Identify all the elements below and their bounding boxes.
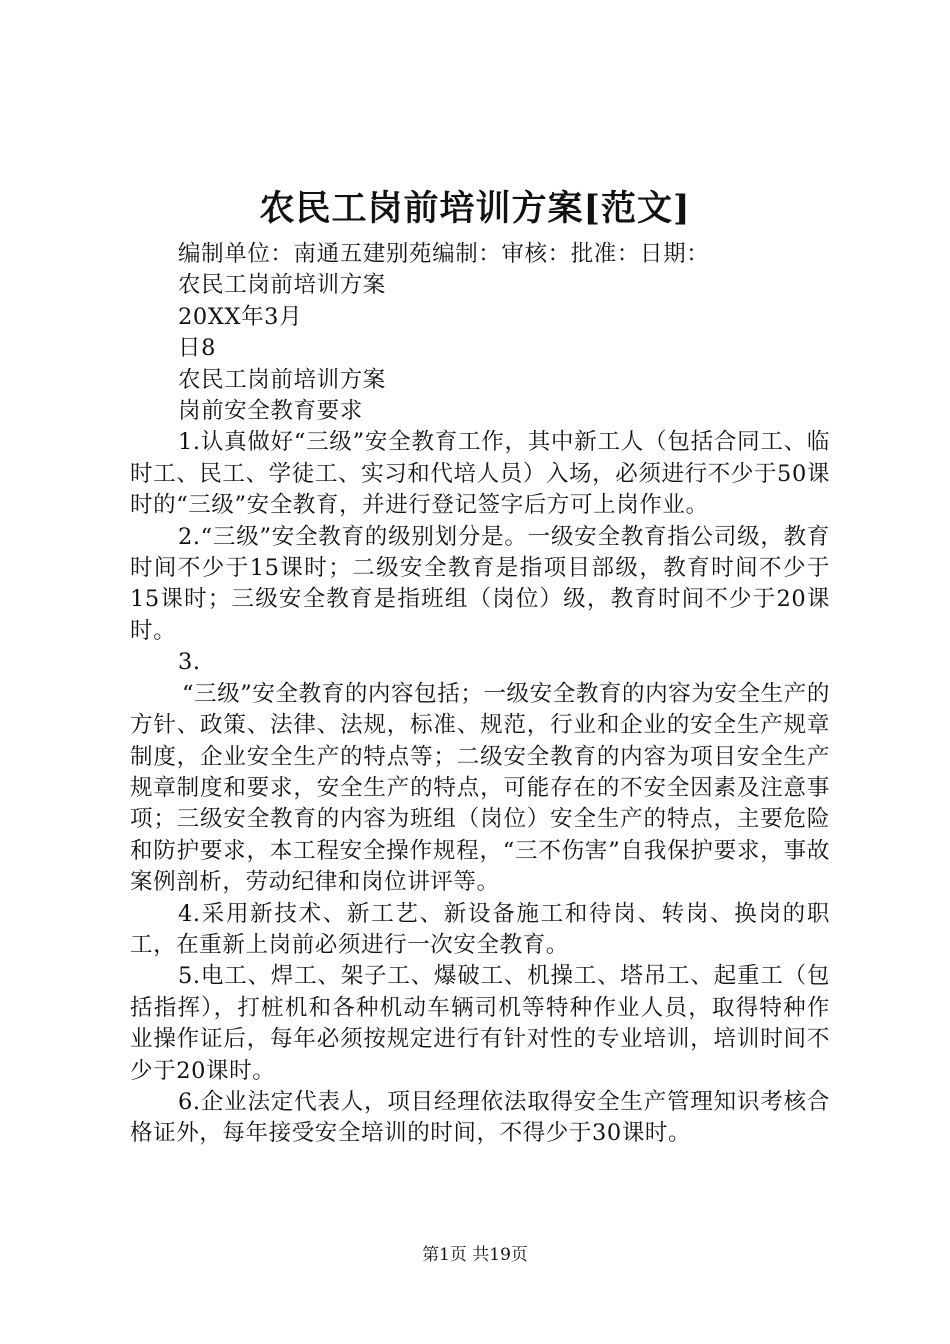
- header-line-day: 日8: [178, 335, 217, 362]
- paragraph-5: 5.电工、焊工、架子工、爆破工、机操工、塔吊工、起重工（包括指挥），打桩机和各种机动车辆司机等特种作业人员，取得特种作业操作证后，每年必须按规定进行有针对性的专业培训，培训时间不少于20课时。: [130, 963, 830, 1084]
- paragraph-3: “三级”安全教育的内容包括；一级安全教育的内容为安全生产的方针、政策、法律、法规，标准、规范，行业和企业的安全生产规章制度，企业安全生产的特点等；二级安全教育的内容为项目安全生产规章制度和要求，安全生产的特点，可能存在的不安全因素及注意事项；三级安全教育的内容为班组（岗位）安全生产的特点，主要危险和防护要求，本工程安全操作规程，“三不伤害”自我保护要求，事故案例剖析，劳动纪律和岗位讲评等。: [130, 680, 830, 896]
- header-line-plan-title: 农民工岗前培训方案: [178, 272, 386, 299]
- header-line-date: 20XX年3月: [178, 303, 303, 330]
- paragraph-3-number: 3.: [178, 649, 201, 676]
- document-title: 农民工岗前培训方案[范文]: [259, 188, 691, 229]
- paragraph-6: 6.企业法定代表人，项目经理依法取得安全生产管理知识考核合格证外，每年接受安全培训的时间，不得少于30课时。: [130, 1088, 830, 1147]
- paragraph-1: 1.认真做好“三级”安全教育工作，其中新工人（包括合同工、临时工、民工、学徒工、实习和代培人员）入场，必须进行不少于50课时的“三级”安全教育，并进行登记签字后方可上岗作业。: [130, 429, 830, 519]
- paragraph-4: 4.采用新技术、新工艺、新设备施工和待岗、转岗、换岗的职工，在重新上岗前必须进行一次安全教育。: [130, 900, 830, 958]
- header-line-plan-title-repeat: 农民工岗前培训方案: [178, 366, 386, 393]
- paragraph-2: 2.“三级”安全教育的级别划分是。一级安全教育指公司级，教育时间不少于15课时；二级安全教育是指项目部级，教育时间不少于15课时；三级安全教育是指班组（岗位）级，教育时间不少于20课时。: [130, 523, 830, 644]
- header-line-unit: 编制单位：南通五建别苑编制：审核：批准：日期：: [178, 241, 710, 267]
- section-heading: 岗前安全教育要求: [178, 398, 363, 425]
- document-body: [130, 239, 830, 1150]
- page-footer: 第1页 共19页: [422, 1245, 528, 1265]
